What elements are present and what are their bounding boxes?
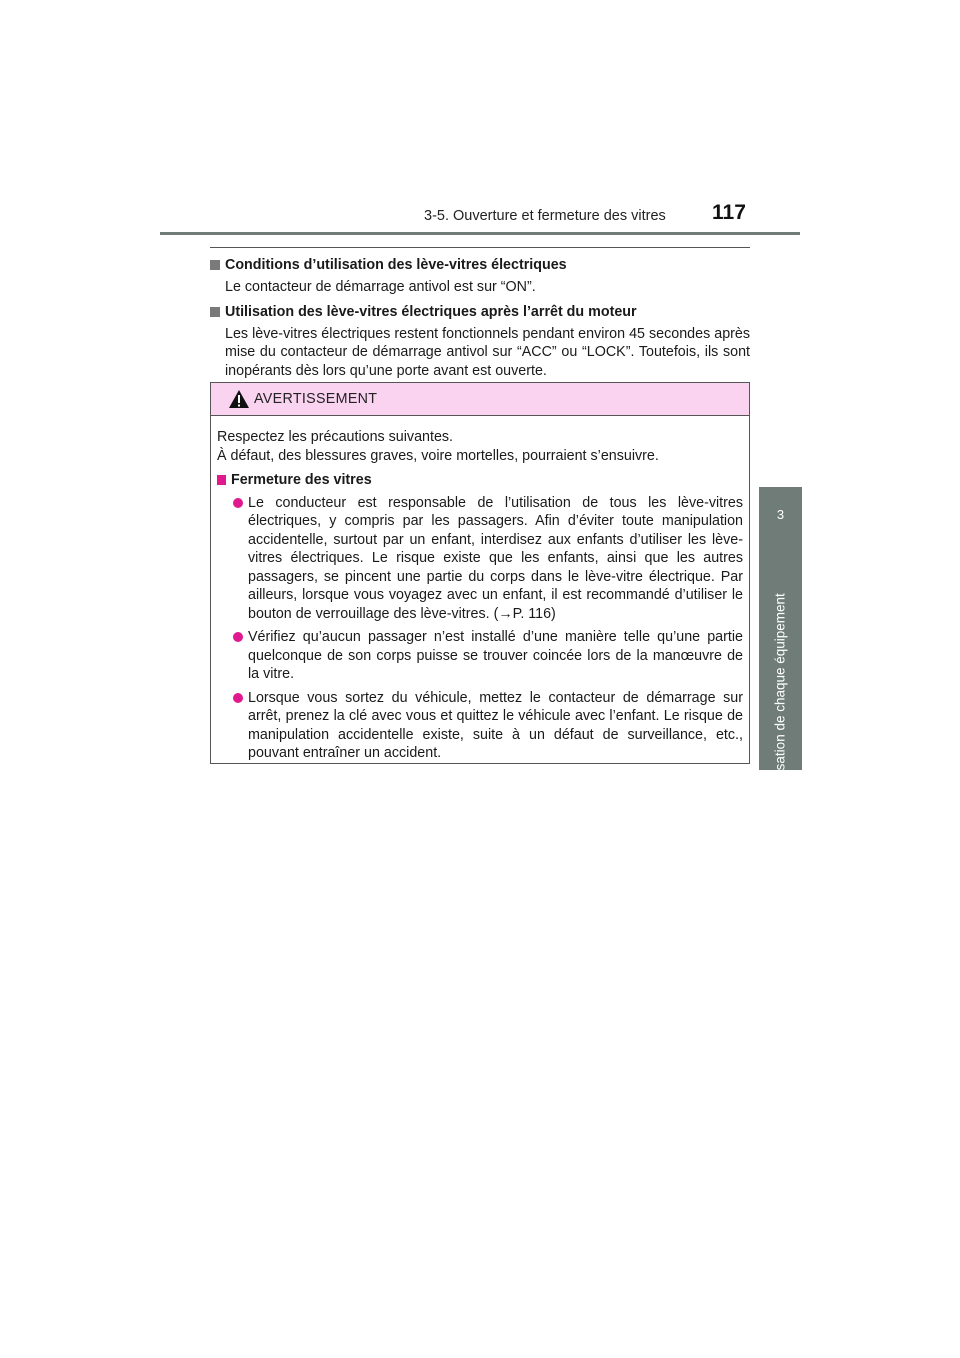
header-rule xyxy=(160,232,800,235)
section-text: Les lève-vitres électriques restent fonctionnels pendant environ 45 secondes après mise du contacteur de démarrage antivol sur “ACC” ou “LOCK”. Toutefois, ils sont inopérants dès lors qu’une porte avant est ouverte. xyxy=(225,325,750,379)
section-heading: Utilisation des lève-vitres électriques après l’arrêt du moteur xyxy=(225,303,637,320)
warning-intro-line: À défaut, des blessures graves, voire mortelles, pourraient s’ensuivre. xyxy=(217,447,659,464)
running-header-title: 3-5. Ouverture et fermeture des vitres xyxy=(424,208,666,224)
square-bullet-icon xyxy=(210,307,220,317)
warning-intro-line: Respectez les précautions suivantes. xyxy=(217,429,454,445)
warning-bullet xyxy=(217,689,743,763)
section-text: Le contacteur de démarrage antivol est sur “ON”. xyxy=(225,279,536,295)
chapter-side-tab xyxy=(759,487,802,793)
warning-triangle-icon xyxy=(228,389,250,409)
pink-square-bullet-icon xyxy=(217,475,226,485)
section-conditions xyxy=(210,256,750,297)
warning-bullet xyxy=(217,494,743,624)
warning-intro xyxy=(217,428,743,465)
square-bullet-icon xyxy=(210,260,220,270)
warning-bullet xyxy=(217,628,743,684)
warning-bullet-text: Vérifiez qu’aucun passager n’est installé d’une manière telle qu’une partie quelconque de son corps puisse se trouver coincée lors de la manœuvre de la vitre. xyxy=(248,629,743,682)
warning-heading: Fermeture des vitres xyxy=(231,472,372,488)
chapter-number: 3 xyxy=(776,507,785,522)
pink-dot-bullet-icon xyxy=(233,693,243,703)
main-content xyxy=(210,256,750,386)
chapter-label: Utilisation de chaque équipement xyxy=(772,593,788,793)
page-number: 117 xyxy=(712,201,746,224)
content-top-rule xyxy=(210,247,750,248)
warning-bullet-text: Le conducteur est responsable de l’utilisation de tous les lève-vitres électriques, y compris par les passagers. Afin d’éviter toute manipulation accidentelle, surtout par un enfant, interdisez aux enfants d’utiliser les lève-vitres électriques. Le risque existe que les enfants, ainsi que les autres passagers, se pincent une partie du corps dans le lève-vitre électrique. Par ailleurs, lorsque vous voyagez avec un enfant, il est recommandé d’utiliser le bouton de verrouillage des lève-vitres. (→P. 116) xyxy=(248,494,743,622)
pink-dot-bullet-icon xyxy=(233,632,243,642)
warning-bullet-text: Lorsque vous sortez du véhicule, mettez le contacteur de démarrage sur arrêt, prenez la clé avec vous et quittez le véhicule avec l’enfant. Le risque de manipulation accidentelle existe, suite à un défaut de surveillance, etc., pouvant entraîner un accident. xyxy=(248,689,743,761)
warning-title: AVERTISSEMENT xyxy=(254,391,378,407)
warning-header xyxy=(211,383,749,416)
pink-dot-bullet-icon xyxy=(233,498,243,508)
warning-box xyxy=(210,382,750,764)
section-after-engine-stop xyxy=(210,303,750,381)
warning-body xyxy=(211,416,749,763)
section-heading: Conditions d’utilisation des lève-vitres électriques xyxy=(225,257,567,273)
